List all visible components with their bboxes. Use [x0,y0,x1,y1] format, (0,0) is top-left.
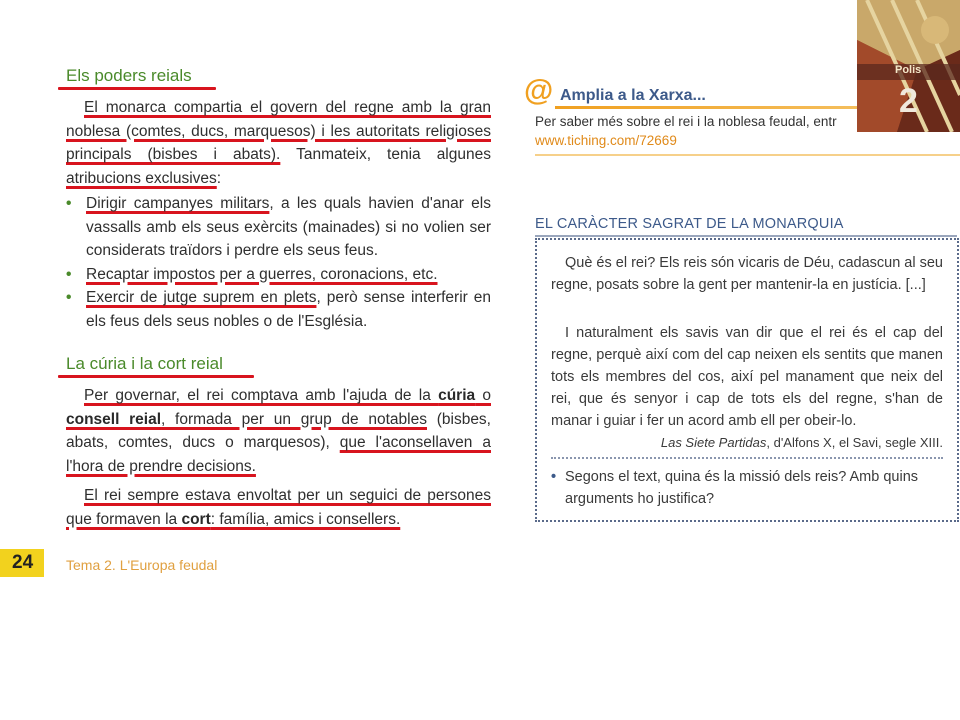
curia-text: Per governar, el rei comptava amb l'ajuda de la [84,387,439,404]
source-box [535,238,959,522]
curia-text: o [475,387,491,404]
court-paragraph [66,484,491,531]
question-item [551,466,943,510]
heading-underline [58,375,254,378]
list-item [66,192,491,263]
list-item [66,286,491,333]
intro-colon: : [216,169,222,187]
list-item [66,263,491,287]
list-item-text: , però sense interferir en els feus dels seus nobles o de l'Església. [86,289,491,330]
curia-paragraph [66,384,491,478]
intro-text: Tanmateix, tenia algunes [280,146,491,163]
bullet-icon: • [551,469,557,485]
court-text: El rei sempre estava envoltat per un seguici de persones que formaven la [66,487,491,528]
xarxa-text: Per saber més sobre el rei i la noblesa feudal, entr [535,114,837,129]
chapter-title: Tema 2. L'Europa feudal [66,557,218,573]
exclusive-powers-text: atribucions exclusives [66,169,217,187]
list-item-underlined: Dirigir campanyes militars [86,195,270,212]
thumbnail-series: Polis [895,64,922,76]
citation-text: , d'Alfons X, el Savi, segle XIII. [766,435,943,450]
curia-text: (bisbes, abats, comtes, ducs o marquesos), [66,410,491,451]
curia-term: cúria [438,387,476,404]
curia-text: que l'aconsellaven a l'hora de prendre decisions. [66,434,491,475]
activity-question [551,466,943,510]
at-icon: @ [524,74,554,107]
quote-text: Què és el rei? Els reis són vicaris de Déu, cadascun al seu regne, posats sobre la gent per mantenir-la en justícia. [...] [551,255,943,293]
source-citation [551,435,943,450]
court-term: cort [181,510,211,528]
bullet-icon: • [66,289,72,306]
court-text: : família, amics i consellers. [210,510,401,528]
list-item-underlined: Recaptar impostos per a guerres, coronacions, etc. [86,265,438,283]
heading-underline [58,87,216,90]
source-quote-2 [551,322,943,432]
section-heading-royal-powers: Els poders reials [66,66,192,85]
page-number: 24 [12,552,34,573]
bullet-icon: • [66,265,72,283]
box-title: EL CARÀCTER SAGRAT DE LA MONARQUIA [535,216,844,232]
xarxa-title: Amplia a la Xarxa... [560,87,706,104]
royal-powers-intro [66,96,491,190]
curia-text: , formada per un grup de notables [161,410,427,428]
bullet-icon: • [66,195,72,212]
thumbnail-number: 2 [899,82,918,120]
intro-underlined-text: El monarca compartia el govern del regne amb la gran noblesa (comtes, ducs, marquesos) i les autoritats religioses principals (bisbes i abats). [66,99,491,163]
citation-title: Las Siete Partidas [660,435,767,450]
box-divider [551,457,943,461]
list-item-underlined: Exercir de jutge suprem en plets [86,289,317,306]
source-quote-1 [551,252,943,296]
box-title-rule [535,235,957,237]
question-text: Segons el text, quina és la missió dels reis? Amb quins arguments ho justifica? [565,469,919,507]
royal-powers-list [66,192,491,333]
xarxa-link[interactable]: www.tiching.com/72669 [535,133,677,148]
royal-council-term: consell reial [66,410,162,428]
xarxa-bottom-rule [535,154,960,156]
section-heading-curia: La cúria i la cort reial [66,354,223,373]
book-cover-thumbnail [857,0,960,132]
quote-text: I naturalment els savis van dir que el rei és el cap del regne, perquè així com del cap neixen els sentits que manen tots els membres del cos, així pel manament que neix del rei, que és senyor i cap de tots els del regne, s'han de manar i guiar i fer un acord amb ell per obeir-lo. [551,325,943,429]
list-item-text: , a les quals havien d'anar els vassalls amb els seus exèrcits (mainades) si no volien ser considerats traïdors i perdre els seus feus. [86,195,491,259]
